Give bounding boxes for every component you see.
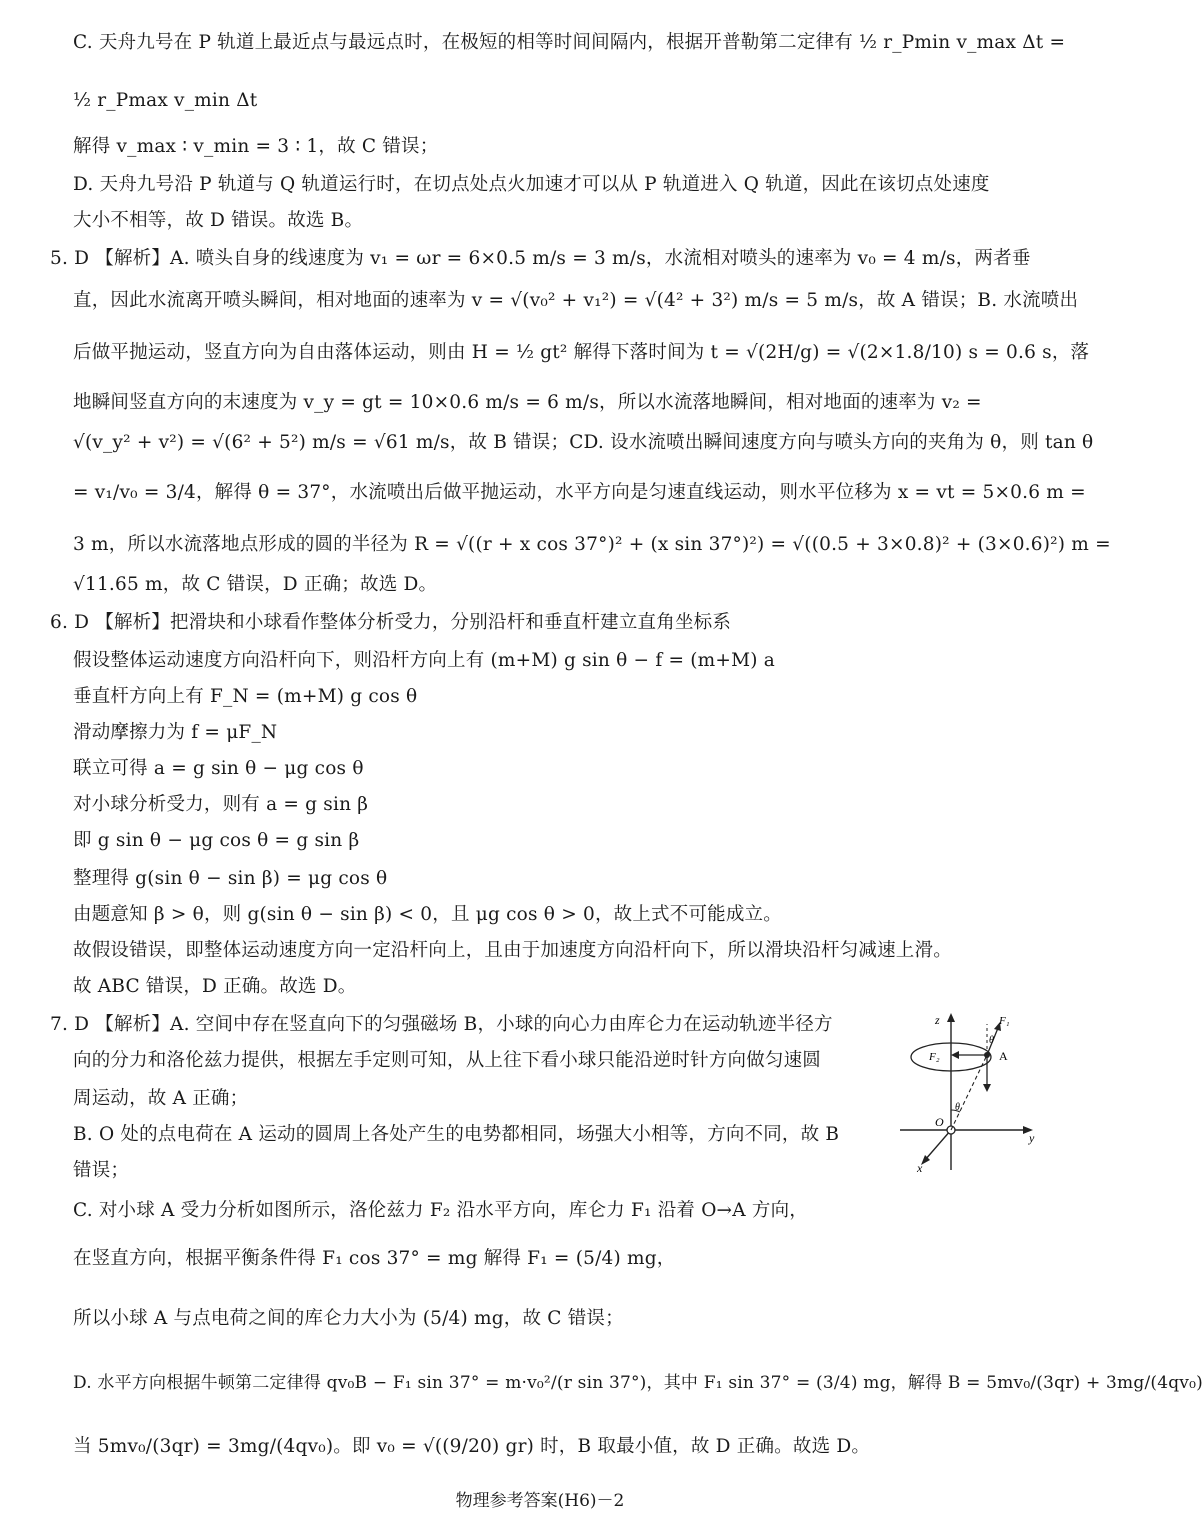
text-line: 假设整体运动速度方向沿杆向下，则沿杆方向上有 (m+M) g sin θ − f = (m+M) a: [73, 650, 775, 671]
z-axis-arrow: [947, 1013, 955, 1022]
text-line: 对小球分析受力，则有 a = g sin β: [73, 794, 369, 815]
text-line: 错误；: [73, 1160, 130, 1181]
text-line: 3 m，所以水流落地点形成的圆的半径为 R = √((r + x cos 37°)² + (x sin 37°)²) = √((0.5 + 3×0.8)² + (3×0.6)²) m =: [73, 534, 1111, 555]
text-line: 地瞬间竖直方向的末速度为 v_y = gt = 10×0.6 m/s = 6 m/s，所以水流落地瞬间，相对地面的速率为 v₂ =: [73, 392, 982, 413]
label-y: y: [1029, 1131, 1035, 1145]
text-line: 在竖直方向，根据平衡条件得 F₁ cos 37° = mg 解得 F₁ = (5/4) mg，: [73, 1248, 676, 1269]
text-line: 垂直杆方向上有 F_N = (m+M) g cos θ: [73, 686, 418, 707]
question-7-line: 7. D 【解析】A. 空间中存在竖直向下的匀强磁场 B，小球的向心力由库仑力在运动轨迹半径方: [50, 1014, 833, 1035]
oa-line: [951, 1055, 987, 1130]
text-line: C. 对小球 A 受力分析如图所示，洛伦兹力 F₂ 沿水平方向，库仑力 F₁ 沿着 O→A 方向，: [73, 1200, 808, 1221]
text-line: 所以小球 A 与点电荷之间的库仑力大小为 (5/4) mg，故 C 错误；: [73, 1308, 624, 1329]
question-6-line: 6. D 【解析】把滑块和小球看作整体分析受力，分别沿杆和垂直杆建立直角坐标系: [50, 612, 732, 633]
text-line: 直，因此水流离开喷头瞬间，相对地面的速率为 v = √(v₀² + v₁²) = √(4² + 3²) m/s = 5 m/s，故 A 错误；B. 水流喷出: [73, 290, 1079, 311]
label-f1: F₁: [999, 1015, 1010, 1027]
question-5-line: 5. D 【解析】A. 喷头自身的线速度为 v₁ = ωr = 6×0.5 m/s = 3 m/s，水流相对喷头的速率为 v₀ = 4 m/s，两者垂: [50, 248, 1031, 269]
text-line: 由题意知 β > θ，则 g(sin θ − sin β) < 0，且 μg cos θ > 0，故上式不可能成立。: [73, 904, 782, 925]
text-line: √11.65 m，故 C 错误，D 正确；故选 D。: [73, 574, 438, 595]
text-line: = v₁/v₀ = 3/4，解得 θ = 37°，水流喷出后做平抛运动，水平方向是匀速直线运动，则水平位移为 x = vt = 5×0.6 m =: [73, 482, 1086, 503]
text-line: √(v_y² + v²) = √(6² + 5²) m/s = √61 m/s，故 B 错误；CD. 设水流喷出瞬间速度方向与喷头方向的夹角为 θ，则 tan θ: [73, 432, 1094, 453]
label-o: O: [935, 1115, 944, 1129]
force-diagram: [895, 1010, 1040, 1175]
text-line: 周运动，故 A 正确；: [73, 1088, 249, 1109]
text-line: D. 天舟九号沿 P 轨道与 Q 轨道运行时，在切点处点火加速才可以从 P 轨道进入 Q 轨道，因此在该切点处速度: [73, 174, 990, 195]
f2-arrowhead: [951, 1051, 959, 1059]
force-diagram-svg: [895, 1010, 1040, 1175]
text-line: 当 5mv₀/(3qr) = 3mg/(4qv₀)。即 v₀ = √((9/20) gr) 时，B 取最小值，故 D 正确。故选 D。: [73, 1436, 871, 1457]
text-line: 故假设错误，即整体运动速度方向一定沿杆向上，且由于加速度方向沿杆向下，所以滑块沿杆匀减速上滑。: [73, 940, 952, 961]
text-line: D. 水平方向根据牛顿第二定律得 qv₀B − F₁ sin 37° = m·v₀²/(r sin 37°)，其中 F₁ sin 37° = (3/4) mg，解得 B = 5mv₀/(3qr) + 3mg/(4qv₀): [73, 1373, 1203, 1393]
text-line: 联立可得 a = g sin θ − μg cos θ: [73, 758, 364, 779]
text-line: 滑动摩擦力为 f = μF_N: [73, 722, 278, 743]
text-line: C. 天舟九号在 P 轨道上最近点与最远点时，在极短的相等时间间隔内，根据开普勒第二定律有 ½ r_Pmin v_max Δt =: [73, 32, 1066, 53]
text-line: 解得 v_max ∶ v_min = 3 ∶ 1，故 C 错误；: [73, 136, 439, 157]
gravity-arrowhead: [983, 1084, 991, 1092]
text-line: 即 g sin θ − μg cos θ = g sin β: [73, 830, 360, 851]
text-line: 故 ABC 错误，D 正确。故选 D。: [73, 976, 357, 997]
text-line: B. O 处的点电荷在 A 运动的圆周上各处产生的电势都相同，场强大小相等，方向不同，故 B: [73, 1124, 840, 1145]
text-line: 后做平抛运动，竖直方向为自由落体运动，则由 H = ½ gt² 解得下落时间为 t = √(2H/g) = √(2×1.8/10) s = 0.6 s，落: [73, 342, 1090, 363]
text-line: 向的分力和洛伦兹力提供，根据左手定则可知，从上往下看小球只能沿逆时针方向做匀速圆: [73, 1050, 822, 1071]
label-a: A: [999, 1049, 1008, 1063]
page-footer: 物理参考答案(H6)－2: [455, 1491, 625, 1511]
label-x: x: [917, 1161, 923, 1175]
text-line: 大小不相等，故 D 错误。故选 B。: [73, 210, 364, 231]
label-theta-a: θ: [989, 1035, 994, 1046]
text-line: 整理得 g(sin θ − sin β) = μg cos θ: [73, 868, 388, 889]
label-f2: F₂: [929, 1051, 940, 1063]
label-theta-o: θ: [955, 1102, 960, 1113]
x-axis: [925, 1130, 951, 1160]
label-z: z: [935, 1013, 940, 1027]
text-line: ½ r_Pmax v_min Δt: [73, 90, 258, 111]
